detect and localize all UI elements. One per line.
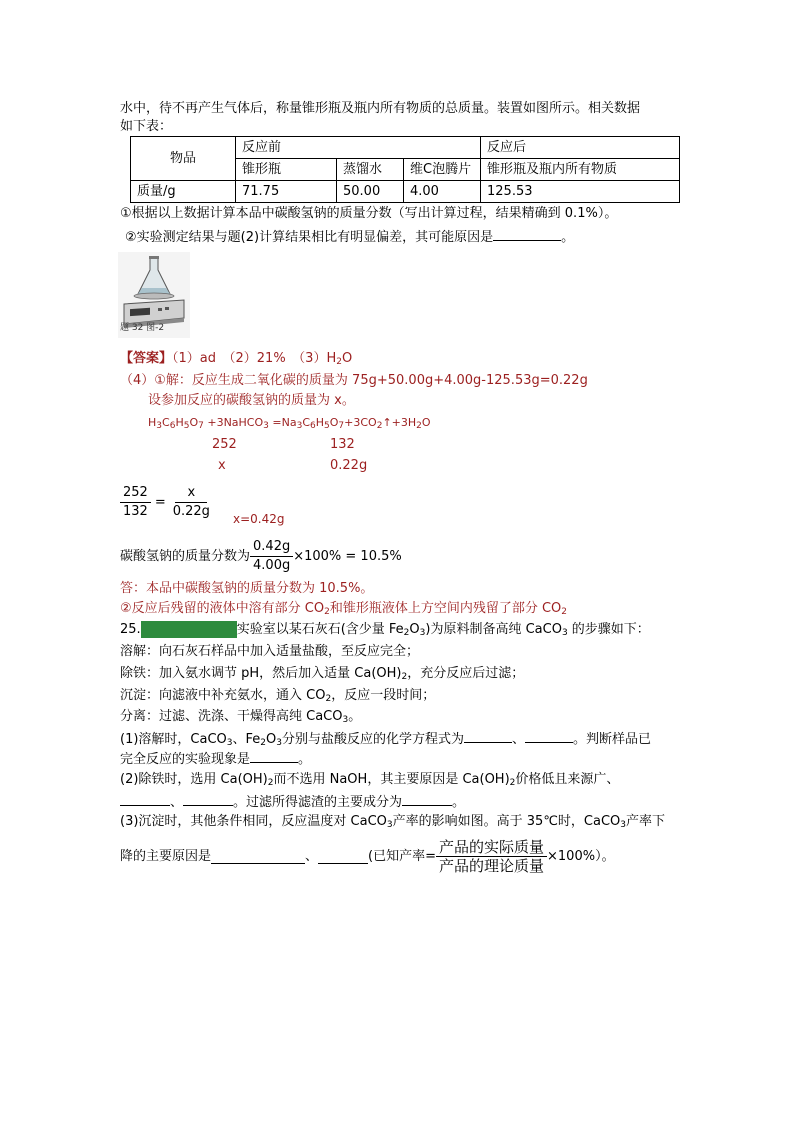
answer-part4-line1: （4）①解：反应生成二氧化碳的质量为 75g+50.00g+4.00g-125.53g=0.22g (120, 373, 588, 388)
yield-fraction (436, 838, 547, 875)
ratio-left-num: 252 (120, 484, 151, 503)
part-text: 。判断样品已 (573, 732, 652, 747)
figure-caption: 题 32 图-2 (120, 323, 165, 333)
answer-blank (493, 226, 561, 241)
answer-part4-line2: 设参加反应的碳酸氢钠的质量为 x。 (148, 393, 355, 408)
eq-sub: 6 (169, 421, 176, 431)
eq-sub: 5 (183, 421, 190, 431)
answer-parts: （1）ad （2）21% （3）H (172, 351, 337, 366)
molar-mass-252: 252 (212, 437, 237, 452)
answer-reason (120, 599, 567, 619)
answer-tag: 【答案】 (120, 351, 173, 366)
part-text: ×100%）。 (547, 848, 615, 864)
eq-part: H (315, 416, 325, 429)
ratio-equals: = (154, 494, 166, 510)
step-text: 分离：过滤、洗涤、干燥得高纯 CaCO (120, 709, 343, 724)
part-sub: 3 (386, 820, 393, 830)
table-cell: 125.53 (481, 181, 680, 203)
eq-sub: 2 (416, 421, 422, 431)
q25-part-2-line-2 (120, 791, 465, 813)
q25-step-2 (120, 664, 524, 684)
table-header-before: 反应前 (236, 137, 481, 159)
question-2 (125, 226, 574, 248)
answer-h2o-sub: 2 (336, 357, 342, 367)
eq-part: O (189, 416, 199, 429)
q25-number: 25. (120, 622, 141, 637)
ratio-right (170, 484, 213, 521)
eq-sub: 3 (263, 421, 269, 431)
q25-sub: 2 (403, 628, 410, 638)
table-cell: 4.00 (404, 181, 481, 203)
part-text: 产率下 (626, 814, 666, 829)
mass-fraction-suffix: ×100% = 10.5% (293, 548, 402, 564)
part-text: 、 (170, 795, 184, 810)
yield-denominator: 产品的理论质量 (439, 857, 545, 875)
answer-h2o-o: O (341, 351, 353, 366)
step-sub: 2 (401, 672, 408, 682)
step-text: ，反应一段时间； (331, 688, 436, 703)
part-sub: 2 (260, 738, 267, 748)
yield-numerator: 产品的实际质量 (436, 838, 547, 857)
part-text: 、 (305, 848, 319, 864)
unknown-x: x (218, 458, 226, 473)
ratio-left-den: 132 (123, 504, 148, 519)
step-sub: 3 (342, 715, 349, 725)
eq-part: H (148, 416, 157, 429)
answer-blank (464, 728, 512, 743)
x-result: x=0.42g (233, 512, 285, 526)
part-text: 、 (512, 732, 526, 747)
reason-text: ②反应后残留的液体中溶有部分 CO (120, 601, 325, 616)
mass-fraction-line (120, 538, 402, 575)
q25-text: 的步骤如下： (567, 622, 650, 637)
part-text: (3)沉淀时，其他条件相同，反应温度对 CaCO (120, 814, 387, 829)
eq-sub: 7 (338, 421, 345, 431)
q25-part-3 (120, 812, 665, 832)
step-text: 沉淀：向滤液中补充氨水，通入 CO (120, 688, 326, 703)
answer-line-1 (120, 349, 352, 369)
question-2-end: 。 (561, 230, 575, 245)
table-subheader: 维C泡腾片 (404, 159, 481, 181)
table-row (131, 181, 680, 203)
q25-step-4 (120, 707, 361, 727)
part-text: 降的主要原因是 (120, 848, 212, 864)
part-sub: 2 (267, 778, 274, 788)
reason-sub: 2 (324, 607, 330, 617)
answer-conclusion: 答：本品中碳酸氢钠的质量分数为 10.5%。 (120, 581, 374, 596)
table-subheader: 蒸馏水 (337, 159, 404, 181)
part-text: (已知产率= (368, 848, 436, 864)
part-sub: 3 (620, 820, 627, 830)
eq-part: +3NaHCO (203, 416, 264, 429)
eq-part: +3CO (344, 416, 377, 429)
q25-step-1: 溶解：向石灰石样品中加入适量盐酸，至反应完全； (120, 644, 420, 659)
eq-part: H (175, 416, 184, 429)
eq-part: C (302, 416, 310, 429)
mass-fraction-den: 4.00g (253, 558, 291, 573)
q25-stem (120, 620, 650, 640)
answer-blank (318, 849, 368, 864)
eq-sub: 5 (324, 421, 330, 431)
ratio-right-den: 0.22g (172, 504, 210, 519)
chemical-equation (148, 413, 431, 433)
part-text: 分别与盐酸反应的化学方程式为 (281, 732, 464, 747)
answer-blank (211, 849, 305, 864)
table-row-label: 质量/g (131, 181, 236, 203)
q25-sub: 3 (561, 628, 568, 638)
q25-text: 实验室以某石灰石(含少量 Fe (236, 622, 404, 637)
intro-line-2: 如下表： (120, 119, 173, 134)
answer-blank (183, 791, 233, 806)
co2-mass: 0.22g (330, 458, 368, 473)
ratio-equation (120, 484, 213, 521)
table-cell: 50.00 (337, 181, 404, 203)
reason-sub: 2 (561, 607, 568, 617)
q25-sub: 3 (419, 628, 426, 638)
intro-line-1: 水中，待不再产生气体后，称量锥形瓶及瓶内所有物质的总质量。装置如图所示。相关数据 (120, 101, 641, 116)
eq-sub: 3 (156, 421, 163, 431)
step-text: 除铁：加入氨水调节 pH，然后加入适量 Ca(OH) (120, 666, 402, 681)
part-text: 。过滤所得滤渣的主要成分为 (233, 795, 403, 810)
part-text: O (266, 732, 277, 747)
eq-part: =Na (268, 416, 297, 429)
ratio-right-num: x (175, 484, 207, 503)
q25-text: O (409, 622, 420, 637)
mass-fraction-prefix: 碳酸氢钠的质量分数为 (120, 548, 251, 564)
table-header-after: 反应后 (481, 137, 680, 159)
q25-text: )为原料制备高纯 CaCO (425, 622, 562, 637)
eq-part: O (329, 416, 339, 429)
eq-part: O (421, 416, 431, 429)
part-sub: 3 (226, 738, 233, 748)
table-row (131, 137, 680, 159)
step-sub: 2 (325, 694, 332, 704)
part-sub: 3 (276, 738, 282, 748)
mass-fraction (250, 538, 293, 575)
mass-fraction-num: 0.42g (250, 538, 293, 557)
step-text: 。 (348, 709, 362, 724)
q25-step-3 (120, 686, 435, 706)
answer-blank (250, 748, 298, 763)
part-text: 完全反应的实验现象是 (120, 752, 251, 767)
part-sub: 2 (509, 778, 516, 788)
molar-mass-132: 132 (330, 437, 355, 452)
q25-part-1-line-2 (120, 748, 311, 770)
data-table (130, 136, 680, 203)
part-text: 价格低且来源广、 (515, 772, 620, 787)
eq-sub: 6 (310, 421, 316, 431)
q25-part-1 (120, 728, 651, 750)
eq-sub: 7 (198, 421, 204, 431)
part-text: 。 (452, 795, 466, 810)
eq-part: ↑+3H (382, 416, 417, 429)
part-text: (1)溶解时，CaCO (120, 732, 227, 747)
eq-sub: 2 (376, 421, 383, 431)
question-2-text: ②实验测定结果与题(2)计算结果相比有明显偏差，其可能原因是 (125, 230, 494, 245)
balance-figure (118, 252, 190, 338)
table-subheader: 锥形瓶 (236, 159, 337, 181)
step-text: ，充分反应后过滤； (407, 666, 525, 681)
table-subheader: 锥形瓶及瓶内所有物质 (481, 159, 680, 181)
answer-blank (525, 728, 573, 743)
part-text: 而不选用 NaOH，其主要原因是 Ca(OH) (273, 772, 510, 787)
q25-part-3-line-2 (120, 838, 615, 875)
eq-part: C (162, 416, 170, 429)
table-header-item: 物品 (131, 137, 236, 181)
answer-blank (402, 791, 452, 806)
part-text: 。 (298, 752, 312, 767)
eq-sub: 3 (296, 421, 303, 431)
q25-part-2 (120, 770, 619, 790)
table-cell: 71.75 (236, 181, 337, 203)
reason-text: 和锥形瓶液体上方空间内残留了部分 CO (329, 601, 562, 616)
ratio-left (120, 484, 151, 521)
source-highlight (141, 621, 237, 638)
part-text: (2)除铁时，选用 Ca(OH) (120, 772, 268, 787)
part-text: 、Fe (232, 732, 261, 747)
answer-blank (120, 791, 170, 806)
part-text: 产率的影响如图。高于 35℃时，CaCO (392, 814, 621, 829)
question-1: ①根据以上数据计算本品中碳酸氢钠的质量分数（写出计算过程，结果精确到 0.1%）。 (120, 206, 618, 221)
